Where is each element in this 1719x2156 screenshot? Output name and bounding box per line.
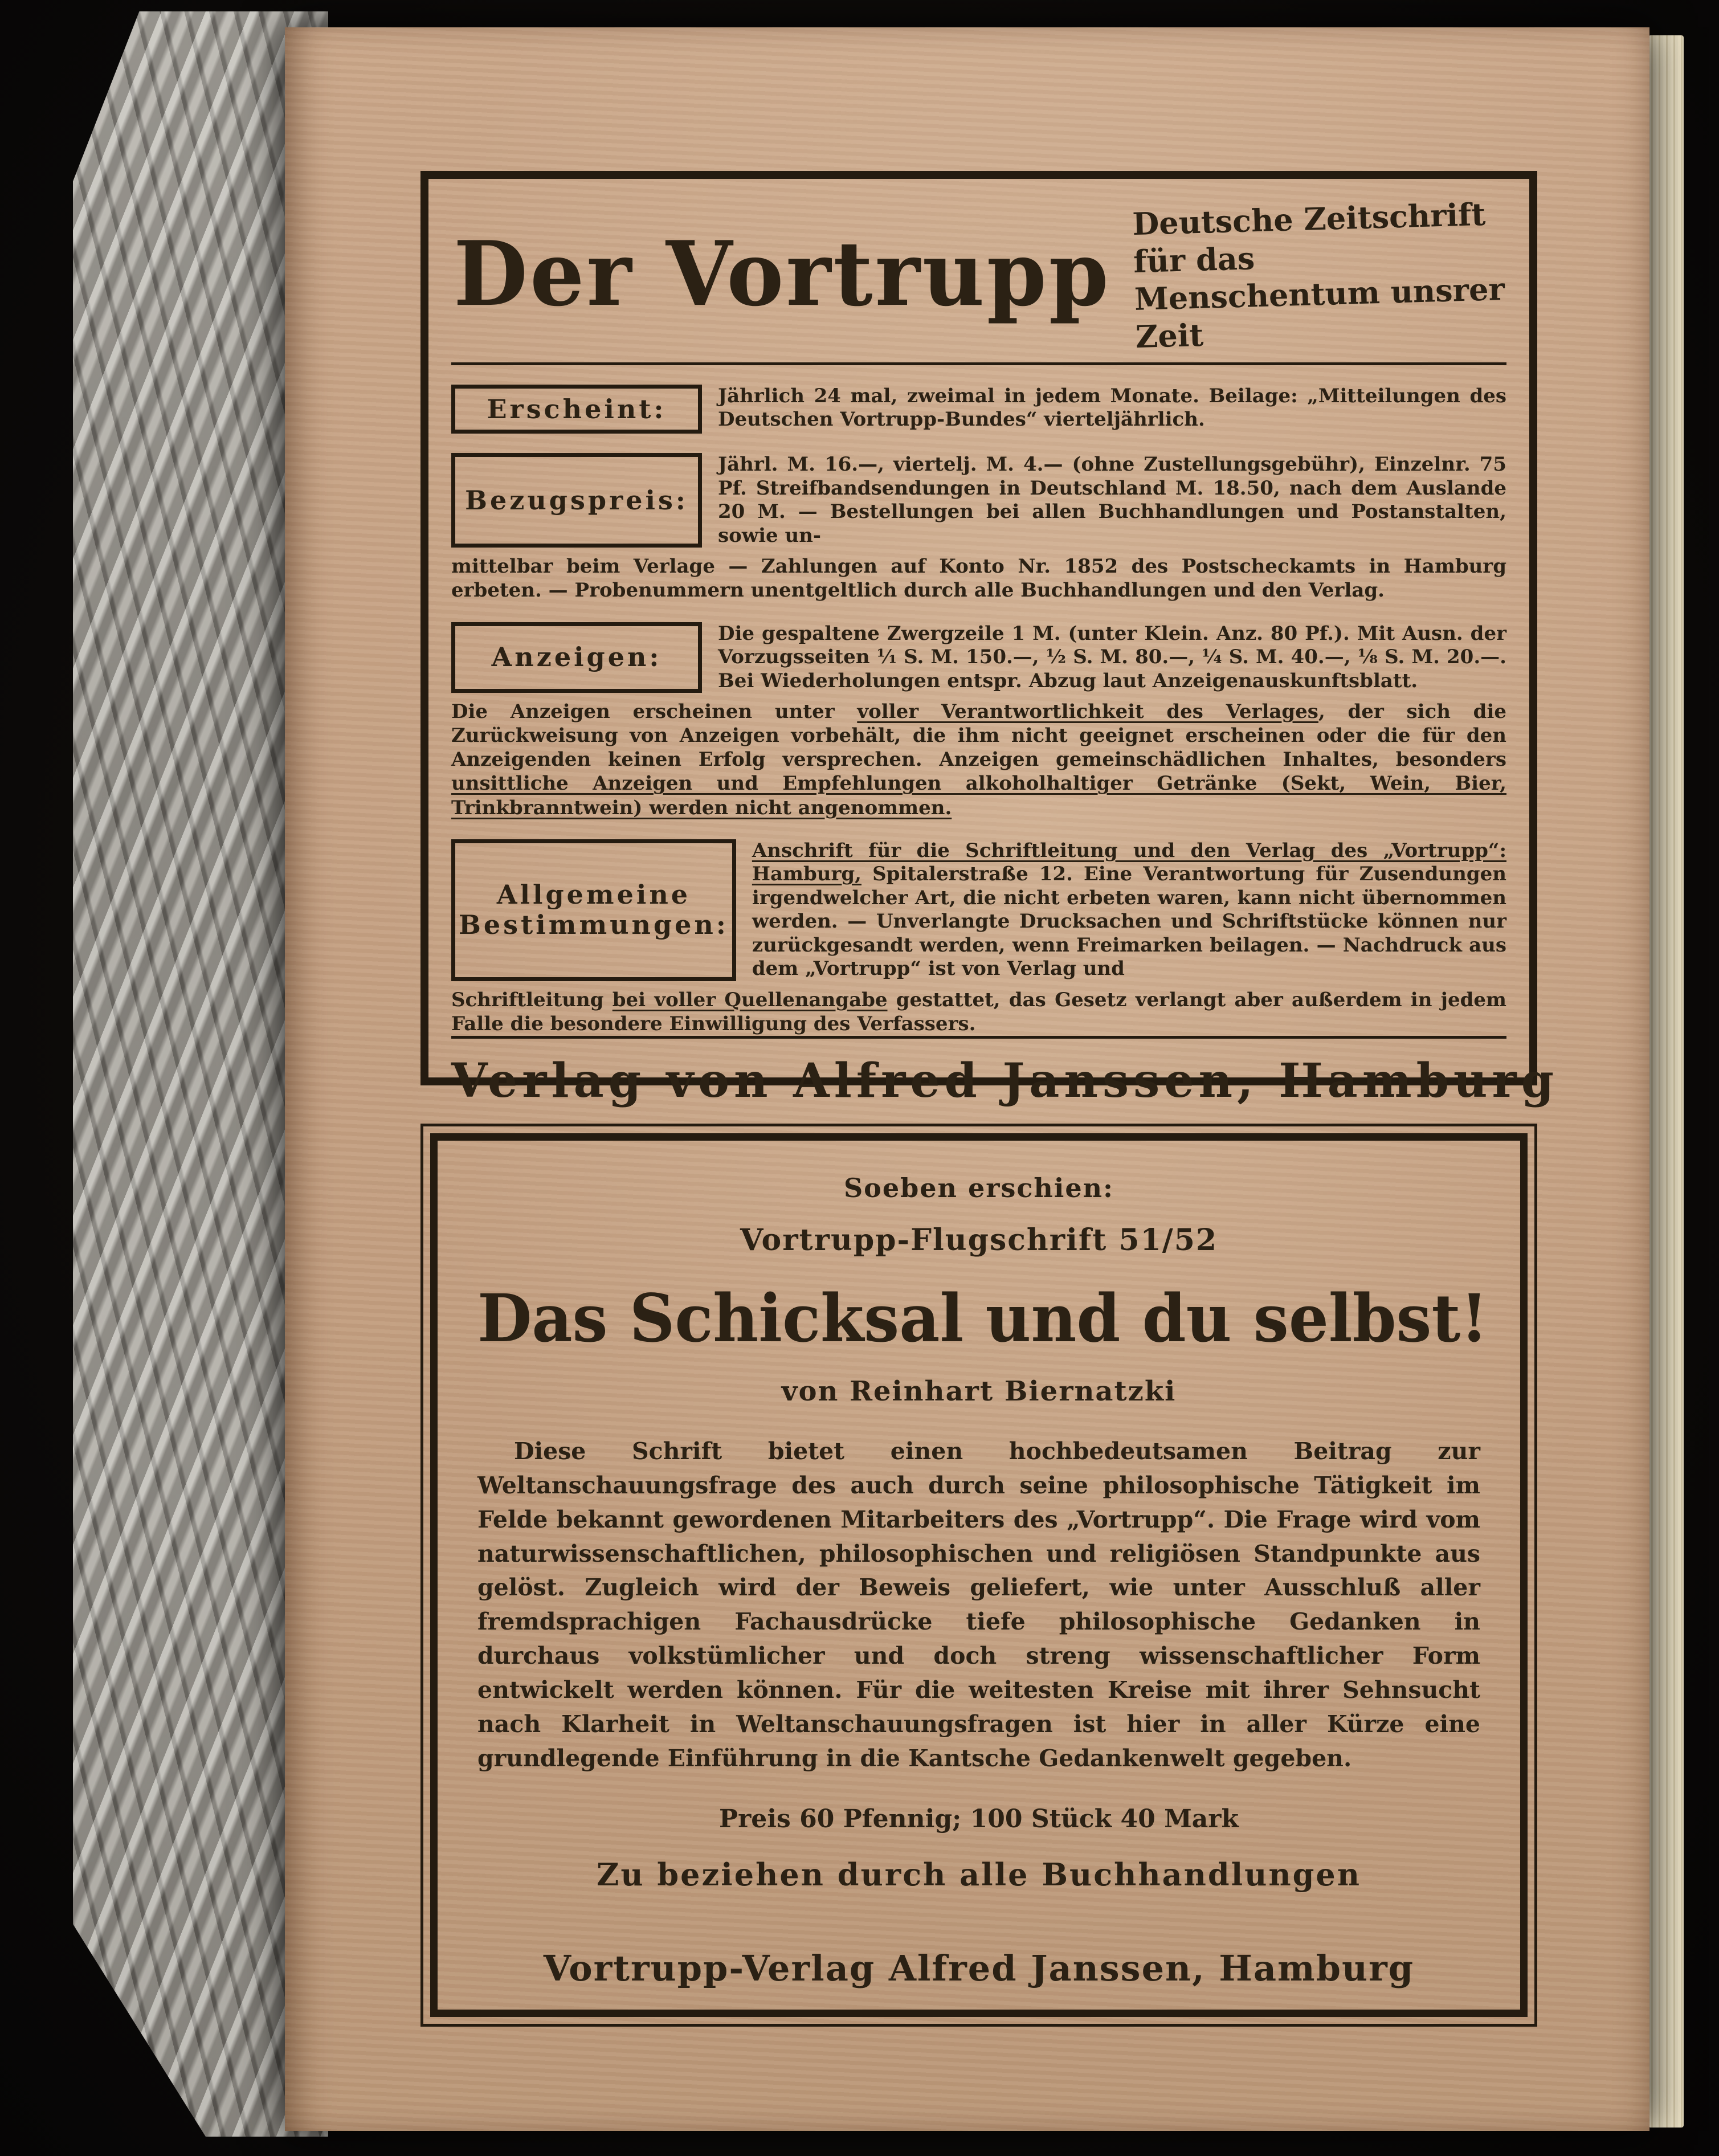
bezugspreis-label: Bezugspreis:	[451, 453, 702, 548]
scanned-page	[285, 27, 1649, 2131]
bestimmungen-label	[451, 839, 736, 981]
bestimmungen-label-line1: Allgemeine	[496, 879, 691, 910]
book-title: Das Schicksal und du selbst!	[477, 1279, 1488, 1357]
publisher-line-2: Vortrupp-Verlag Alfred Janssen, Hamburg	[543, 1947, 1415, 1989]
section-bestimmungen	[451, 839, 1506, 981]
erscheint-text: Jährlich 24 mal, zweimal in jedem Monate. Beilage: „Mitteilungen des Deutschen Vortrupp-Bundes“ vierteljährlich.	[718, 384, 1506, 431]
anzeigen-note-segment: Die Anzeigen erscheinen unter	[451, 700, 858, 723]
anzeigen-note	[451, 700, 1506, 820]
bestimmungen-continuation	[451, 988, 1506, 1036]
publisher-line: Verlag von Alfred Janssen, Hamburg	[451, 1053, 1559, 1108]
bestimmungen-label-line2: Bestimmungen:	[459, 909, 729, 941]
flugschrift-ad	[430, 1133, 1528, 2017]
anzeigen-note-underlined: unsittliche Anzeigen und Empfehlungen alkoholhaltiger Getränke (Sekt, Wein, Bier, Trinkbranntwein) werden nicht angenommen.	[451, 772, 1506, 819]
erscheint-label: Erscheint:	[451, 385, 702, 434]
anzeigen-note-segment: , der sich die Zurückweisung von Anzeigen vorbehält, die ihm nicht geeignet erscheinen oder die für den Anzeigenden keinen Erfolg versprechen. Anzeigen gemeinschädlichen Inhaltes, besonders	[451, 700, 1506, 771]
order-line: Zu beziehen durch alle Buchhandlungen	[596, 1856, 1362, 1893]
price-line: Preis 60 Pfennig; 100 Stück 40 Mark	[719, 1804, 1239, 1834]
anzeigen-label: Anzeigen:	[451, 622, 702, 693]
magazine-subtitle	[1132, 192, 1506, 356]
magazine-subtitle-line2: Menschentum unsrer Zeit	[1133, 270, 1505, 355]
magazine-subtitle-line1: Deutsche Zeitschrift für das	[1132, 195, 1486, 280]
section-anzeigen	[451, 622, 1506, 693]
series-title: Vortrupp-Flugschrift 51/52	[740, 1223, 1218, 1257]
magazine-title: Der Vortrupp	[454, 222, 1111, 326]
kicker-line: Soeben erschien:	[843, 1173, 1114, 1203]
bezugspreis-continuation: mittelbar beim Verlage — Zahlungen auf Konto Nr. 1852 des Postscheckamts in Hamburg erbeten. — Probenummern unentgeltlich durch alle Buchhandlungen und den Verlag.	[451, 555, 1506, 602]
bestimmungen-cont-segment: Schriftleitung	[451, 988, 613, 1011]
section-bezugspreis	[451, 453, 1506, 548]
vortrupp-masthead-ad	[420, 171, 1559, 1108]
bestimmungen-cont-segment: gestattet, das Gesetz verlangt aber außerdem in jedem Falle die besondere Einwilligung des Verfassers.	[451, 988, 1507, 1035]
anzeigen-note-underlined: voller Verantwortlichkeit des Verlages	[857, 700, 1318, 723]
bezugspreis-text: Jährl. M. 16.—, viertelj. M. 4.— (ohne Zustellungsgebühr), Einzelnr. 75 Pf. Streifbandsendungen in Deutschland M. 18.50, nach dem Auslande 20 M. — Bestellungen bei allen Buchhandlungen und Postanstalten, sowie un-	[718, 453, 1506, 547]
bestimmungen-cont-underlined: bei voller Quellenangabe	[612, 988, 888, 1011]
page-edge-stack	[1648, 35, 1684, 2128]
bestimmungen-segment: Spitalerstraße 12. Eine Verantwortung für Zusendungen irgendwelcher Art, die nicht erbeten waren, kann nicht übernommen werden. — Unverlangte Drucksachen und Schriftstücke können nur zurückgesandt werden, wenn Freimarken beilagen. — Nachdruck aus dem „Vortrupp“ ist von Verlag und	[752, 863, 1506, 981]
masthead	[451, 187, 1506, 365]
author-line: von Reinhart Biernatzki	[781, 1375, 1177, 1407]
anzeigen-text: Die gespaltene Zwergzeile 1 M. (unter Klein. Anz. 80 Pf.). Mit Ausn. der Vorzugsseiten ¹⁄₁ S. M. 150.—, ¹⁄₂ S. M. 80.—, ¹⁄₄ S. M. 40.—, ¹⁄₈ S. M. 20.—. Bei Wiederholungen entspr. Abzug laut Anzeigenauskunftsblatt.	[718, 622, 1506, 692]
section-erscheint	[451, 385, 1506, 434]
bestimmungen-text	[752, 839, 1506, 981]
book-description: Diese Schrift bietet einen hochbedeutsamen Beitrag zur Weltanschauungsfrage des auch durch seine philosophische Tätigkeit im Felde bekannt gewordenen Mitarbeiters des „Vortrupp“. Die Frage wird vom naturwissenschaftlichen, philosophischen und religiösen Standpunkte aus gelöst. Zugleich wird der Beweis geliefert, wie unter Ausschluß aller fremdsprachigen Fachausdrücke tiefe philosophische Gedanken in durchaus volkstümlicher und doch streng wissenschaftlicher Form entwickelt werden können. Für die weitesten Kreise mit ihrer Sehnsucht nach Klarheit in Weltanschauungsfragen ist hier in aller Kürze eine grundlegende Einführung in die Kantsche Gedankenwelt gegeben.	[477, 1438, 1480, 1772]
flugschrift-ad-frame	[420, 1124, 1537, 2027]
bestimmungen-underlined: Anschrift für die Schriftleitung und den Verlag des „Vortrupp“: Hamburg,	[752, 839, 1506, 886]
